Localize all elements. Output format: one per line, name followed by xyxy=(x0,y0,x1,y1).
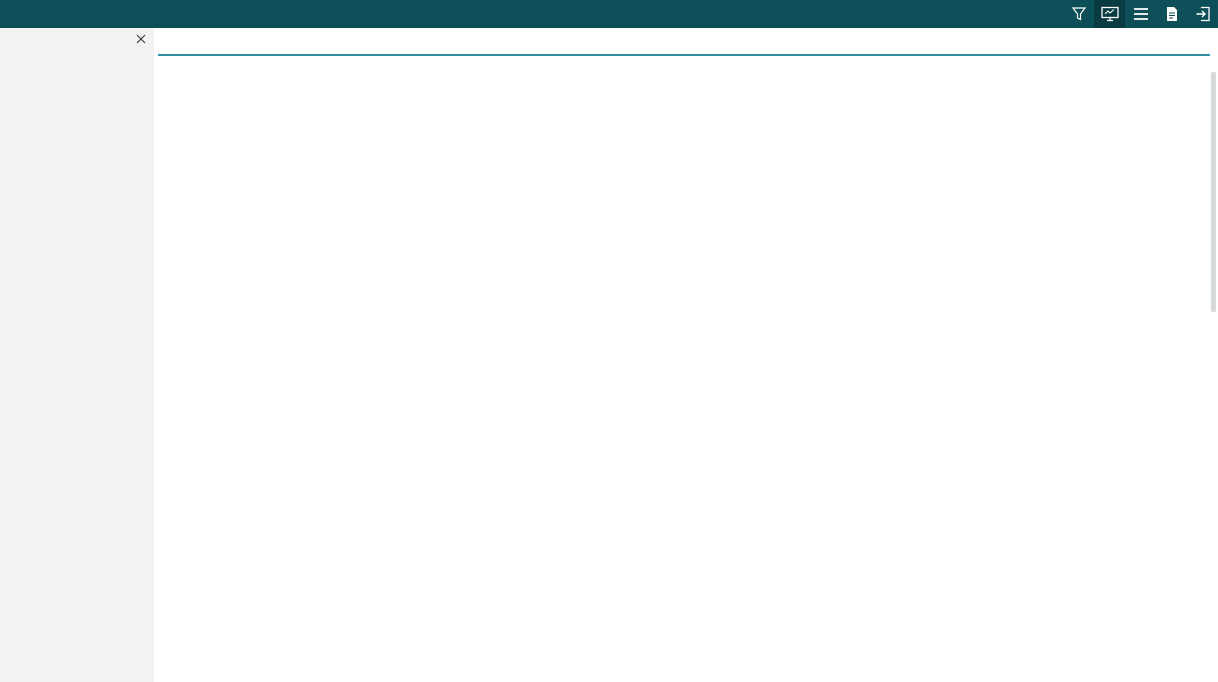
log-category-heading xyxy=(0,58,154,72)
menu-button[interactable] xyxy=(1125,0,1156,28)
title-bar xyxy=(0,0,1218,28)
document-button[interactable] xyxy=(1156,0,1187,28)
logout-button[interactable] xyxy=(1187,0,1218,28)
toolbar xyxy=(1063,0,1218,28)
document-icon xyxy=(1164,6,1180,22)
filter-button[interactable] xyxy=(1063,0,1094,28)
close-filters-button[interactable] xyxy=(134,32,148,46)
audit-log-table xyxy=(158,28,1210,682)
vertical-scrollbar[interactable] xyxy=(1211,72,1216,312)
table-header xyxy=(158,28,1210,56)
monitor-settings-icon xyxy=(1101,6,1119,22)
close-icon xyxy=(136,34,146,44)
columns-heading xyxy=(0,74,154,88)
logout-icon xyxy=(1195,6,1211,22)
filters-panel xyxy=(0,28,154,682)
monitor-settings-button[interactable] xyxy=(1094,0,1125,28)
menu-icon xyxy=(1133,6,1149,22)
filter-icon xyxy=(1071,6,1087,22)
filters-header xyxy=(0,28,154,50)
